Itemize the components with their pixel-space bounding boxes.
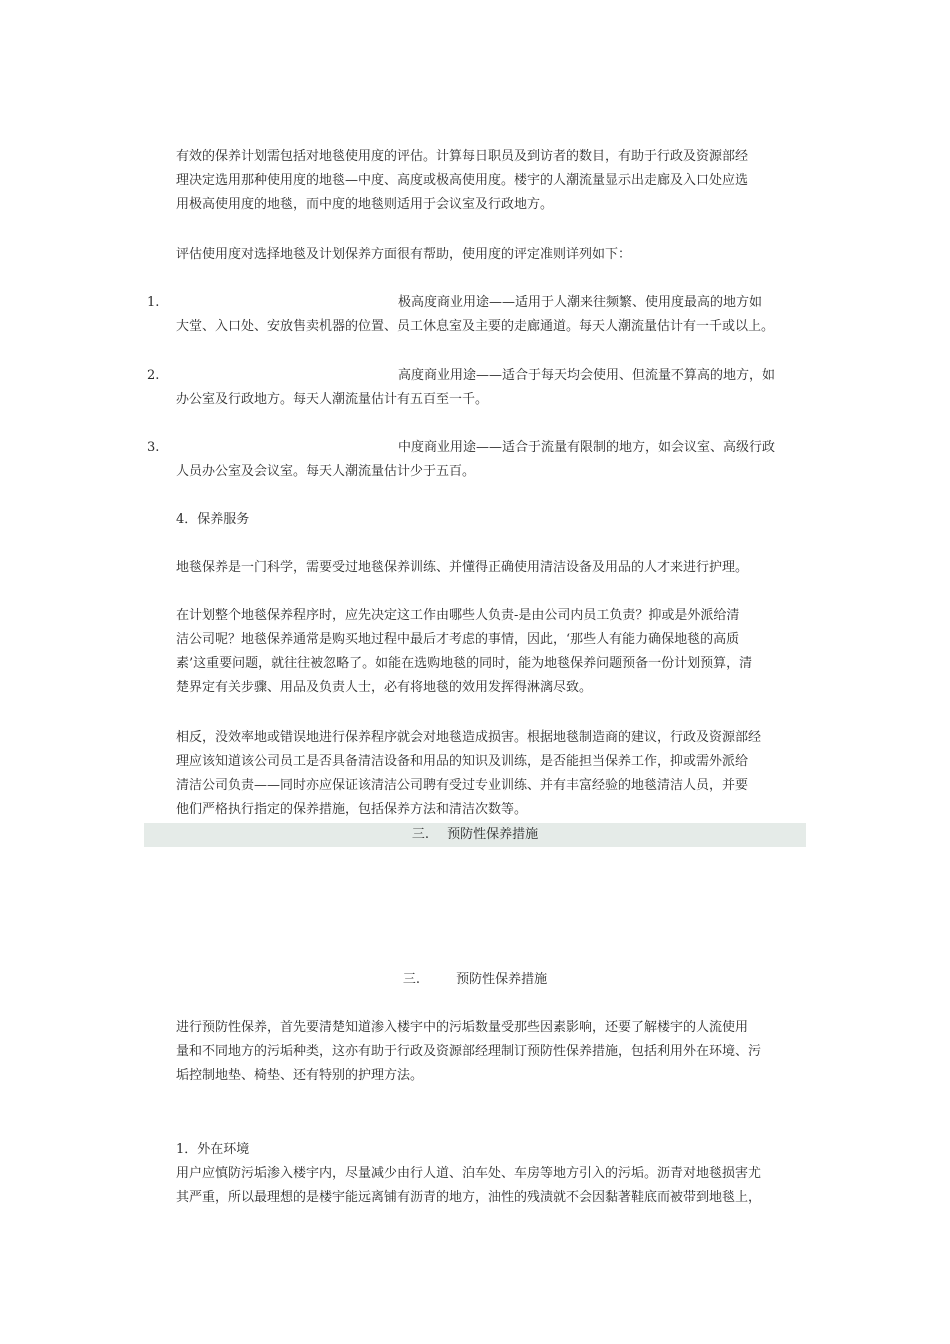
text-line: 用户应慎防污垢渗入楼宇内，尽量减少由行人道、泊车处、车房等地方引入的污垢。沥青对地毯损害尤 [176,1166,762,1181]
text-line: 地毯保养是一门科学，需要受过地毯保养训练、并懂得正确使用清洁设备及用品的人才来进行护理。 [176,560,749,575]
section-number: 三. [402,972,421,987]
list-number-2: 2. [147,368,160,383]
text-line: 进行预防性保养，首先要清楚知道渗入楼宇中的污垢数量受那些因素影响，还要了解楼宇的人流使用 [176,1020,749,1035]
text-line: 人员办公室及会议室。每天人潮流量估计少于五百。 [176,464,476,479]
paragraph-maintenance-planning [176,604,808,700]
text-line: 清洁公司负责——同时亦应保证该清洁公司聘有受过专业训练、并有丰富经验的地毯清洁人员，并要 [176,778,749,793]
text-line: 中度商业用途——适合于流量有限制的地方，如会议室、高级行政 [398,440,776,455]
text-line: 垢控制地垫、椅垫、还有特别的护理方法。 [176,1068,424,1083]
section-title: 预防性保养措施 [447,827,539,842]
paragraph-usage-evaluation [176,145,808,217]
list-number-3: 3. [147,440,160,455]
paragraph-maintenance-science [176,556,808,580]
section-band-preventive-maintenance [144,823,806,847]
list-number-1: 1. [147,295,160,310]
section-title-maintenance-service [176,508,808,532]
text-line: 极高度商业用途——适用于人潮来往频繁、使用度最高的地方如 [398,295,763,310]
text-line: 在计划整个地毯保养程序时，应先决定这工作由哪些人负责-是由公司内员工负责？抑或是外派给清 [176,608,740,623]
paragraph-improper-maintenance [176,726,808,822]
text-line: 其严重，所以最理想的是楼宇能远离铺有沥青的地方，油性的残渍就不会因黏著鞋底而被带到地毯上， [176,1190,762,1205]
paragraph-preventive-intro [176,1016,808,1088]
text-line: 有效的保养计划需包括对地毯使用度的评估。计算每日职员及到访者的数目，有助于行政及资源部经 [176,149,749,164]
text-line: 相反，没效率地或错误地进行保养程序就会对地毯造成损害。根据地毯制造商的建议，行政及资源部经 [176,730,762,745]
list-item-1 [176,291,808,339]
text-line: 量和不同地方的污垢种类，这亦有助于行政及资源部经理制订预防性保养措施，包括利用外在环境、污 [176,1044,762,1059]
list-item-3 [176,436,808,484]
section-external-environment [176,1138,808,1210]
text-line: 办公室及行政地方。每天人潮流量估计有五百至一千。 [176,392,489,407]
text-line: 高度商业用途——适合于每天均会使用、但流量不算高的地方，如 [398,368,776,383]
text-line: 用极高使用度的地毯，而中度的地毯则适用于会议室及行政地方。 [176,197,554,212]
text-line: 理决定选用那种使用度的地毯—中度、高度或极高使用度。楼宇的人潮流量显示出走廊及入口处应选 [176,173,749,188]
text-line: 理应该知道该公司员工是否具备清洁设备和用品的知识及训练，是否能担当保养工作，抑或需外派给 [176,754,749,769]
section-title-external-environment: 1．外在环境 [176,1142,250,1157]
text-line: 评估使用度对选择地毯及计划保养方面很有帮助，使用度的评定准则详列如下： [176,247,632,262]
section-number: 三. [411,827,430,842]
text-line: 他们严格执行指定的保养措施，包括保养方法和清洁次数等。 [176,802,528,817]
text-line: 楚界定有关步骤、用品及负责人士，必有将地毯的效用发挥得淋漓尽致。 [176,680,593,695]
text-line: 素’这重要问题，就往往被忽略了。如能在选购地毯的同时，能为地毯保养问题预备一份计划预算，清 [176,656,753,671]
text-line: 4．保养服务 [176,512,250,527]
text-line: 洁公司呢？地毯保养通常是购买地过程中最后才考虑的事情，因此，‘那些人有能力确保地毯的高质 [176,632,740,647]
text-line: 大堂、入口处、安放售卖机器的位置、员工休息室及主要的走廊通道。每天人潮流量估计有一千或以上。 [176,319,775,334]
list-item-2 [176,364,808,412]
section-title: 预防性保养措施 [456,972,548,987]
section-heading-preventive-maintenance [0,968,950,992]
paragraph-criteria-intro [176,243,808,267]
